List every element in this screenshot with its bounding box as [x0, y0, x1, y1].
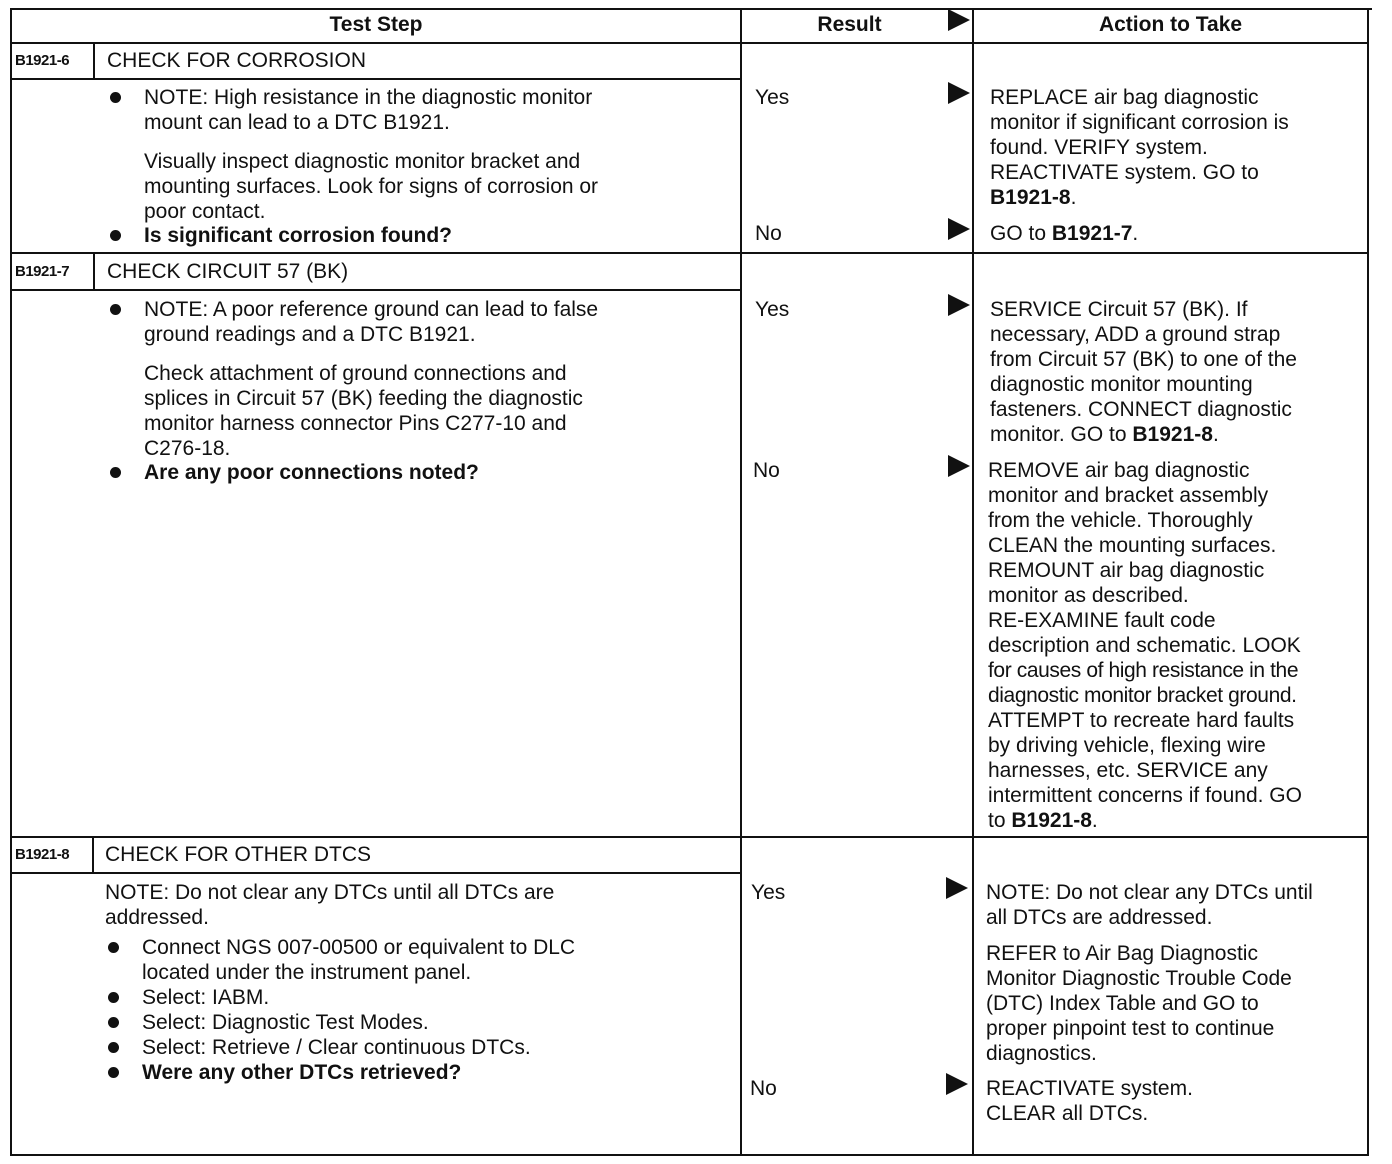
result-yes: Yes	[755, 298, 790, 321]
step-text: ground readings and a DTC B1921.	[144, 323, 476, 346]
action-text: RE-EXAMINE fault code	[988, 609, 1216, 632]
action-text: NOTE: Do not clear any DTCs until	[986, 881, 1313, 904]
action-text: (DTC) Index Table and GO to	[986, 992, 1259, 1015]
table-border-right	[1367, 8, 1369, 1156]
step-text: addressed.	[105, 906, 209, 929]
header-divider	[10, 42, 1369, 44]
step-text: mount can lead to a DTC B1921.	[144, 111, 450, 134]
action-text: CLEAR all DTCs.	[986, 1102, 1149, 1125]
step1-id-divider	[93, 44, 95, 80]
action-text: fasteners. CONNECT diagnostic	[990, 398, 1292, 421]
step-text: Check attachment of ground connections and	[144, 362, 567, 385]
action-text: diagnostics.	[986, 1042, 1097, 1065]
bullet-icon	[110, 230, 121, 241]
result-yes: Yes	[755, 86, 790, 109]
step-question: Were any other DTCs retrieved?	[142, 1061, 462, 1084]
step-text: monitor harness connector Pins C277-10 and	[144, 412, 567, 435]
step-text: mounting surfaces. Look for signs of corrosion or	[144, 175, 599, 198]
action-text: Monitor Diagnostic Trouble Code	[986, 967, 1292, 990]
step-question: Are any poor connections noted?	[144, 461, 479, 484]
step-text: Select: Diagnostic Test Modes.	[142, 1011, 429, 1034]
goto-suffix: .	[1070, 186, 1077, 209]
action-text: found. VERIFY system.	[990, 136, 1208, 159]
bullet-icon	[108, 992, 119, 1003]
header-action: Action to Take	[1098, 13, 1243, 36]
action-goto	[990, 221, 1138, 246]
bullet-icon	[110, 467, 121, 478]
action-text: from Circuit 57 (BK) to one of the	[990, 348, 1297, 371]
result-no: No	[750, 1077, 777, 1100]
action-text: by driving vehicle, flexing wire	[988, 734, 1266, 757]
action-goto	[990, 422, 1219, 447]
arrow-right-icon	[948, 218, 970, 240]
action-text: SERVICE Circuit 57 (BK). If	[990, 298, 1248, 321]
goto-step-link: B1921-8	[1132, 423, 1213, 446]
step-title: CHECK CIRCUIT 57 (BK)	[107, 260, 349, 283]
arrow-right-icon	[948, 82, 970, 104]
table-border-top	[10, 8, 1372, 10]
step-text: Visually inspect diagnostic monitor bracket and	[144, 150, 581, 173]
goto-prefix: to	[988, 809, 1012, 832]
action-text: REMOVE air bag diagnostic	[988, 459, 1250, 482]
goto-step-link: B1921-8	[1011, 809, 1092, 832]
header-result: Result	[817, 13, 882, 36]
step-question: Is significant corrosion found?	[144, 224, 453, 247]
action-text: intermittent concerns if found. GO	[988, 784, 1302, 807]
action-text: CLEAN the mounting surfaces.	[988, 534, 1277, 557]
action-text: harnesses, etc. SERVICE any	[988, 759, 1268, 782]
header-result-arrow-icon	[948, 9, 970, 31]
bullet-icon	[108, 1067, 119, 1078]
header-test-step: Test Step	[329, 13, 423, 36]
step-text: splices in Circuit 57 (BK) feeding the diagnostic	[144, 387, 583, 410]
arrow-right-icon	[946, 877, 968, 899]
step2-title-underline	[10, 289, 740, 291]
action-text: REACTIVATE system. GO to	[990, 161, 1259, 184]
goto-step-link: B1921-8	[990, 186, 1071, 209]
step-text: located under the instrument panel.	[142, 961, 472, 984]
arrow-right-icon	[948, 294, 970, 316]
bullet-icon	[110, 92, 121, 103]
column-divider-result	[740, 8, 742, 1156]
bullet-icon	[108, 942, 119, 953]
action-text: REACTIVATE system.	[986, 1077, 1193, 1100]
step-id: B1921-8	[15, 846, 70, 863]
action-goto	[990, 185, 1076, 210]
goto-prefix: monitor. GO to	[990, 423, 1133, 446]
row-divider-2	[10, 836, 1369, 838]
action-text: ATTEMPT to recreate hard faults	[988, 709, 1295, 732]
step-title: CHECK FOR OTHER DTCS	[105, 843, 372, 866]
result-no: No	[755, 222, 782, 245]
step-text: NOTE: Do not clear any DTCs until all DTCs are	[105, 881, 555, 904]
action-text: REPLACE air bag diagnostic	[990, 86, 1259, 109]
action-text: REFER to Air Bag Diagnostic	[986, 942, 1258, 965]
step-text: Connect NGS 007-00500 or equivalent to DLC	[142, 936, 576, 959]
step-text: NOTE: High resistance in the diagnostic monitor	[144, 86, 593, 109]
arrow-right-icon	[946, 1073, 968, 1095]
step3-id-divider	[92, 838, 94, 874]
action-text: necessary, ADD a ground strap	[990, 323, 1281, 346]
action-text: monitor as described.	[988, 584, 1189, 607]
goto-suffix: .	[1091, 809, 1098, 832]
action-text: REMOUNT air bag diagnostic	[988, 559, 1265, 582]
table-border-bottom	[10, 1154, 1369, 1156]
column-divider-action	[972, 8, 974, 1156]
arrow-right-icon	[948, 455, 970, 477]
bullet-icon	[110, 304, 121, 315]
action-text: description and schematic. LOOK	[988, 634, 1301, 657]
result-yes: Yes	[751, 881, 786, 904]
bullet-icon	[108, 1042, 119, 1053]
step-text: NOTE: A poor reference ground can lead to false	[144, 298, 599, 321]
step-text: C276-18.	[144, 437, 231, 460]
action-goto	[988, 808, 1098, 833]
row-divider-1	[10, 252, 1369, 254]
step-text: Select: IABM.	[142, 986, 270, 1009]
action-text: all DTCs are addressed.	[986, 906, 1213, 929]
step3-title-underline	[10, 872, 740, 874]
step-text: poor contact.	[144, 200, 266, 223]
action-text: for causes of high resistance in the	[988, 659, 1299, 682]
goto-step-link: B1921-7	[1051, 222, 1133, 245]
action-text: monitor if significant corrosion is	[990, 111, 1289, 134]
action-text: diagnostic monitor mounting	[990, 373, 1253, 396]
action-text: from the vehicle. Thoroughly	[988, 509, 1253, 532]
table-border-left	[10, 8, 12, 1156]
step1-title-underline	[10, 78, 740, 80]
bullet-icon	[108, 1017, 119, 1028]
step-id: B1921-6	[15, 52, 70, 69]
step-text: Select: Retrieve / Clear continuous DTCs.	[142, 1036, 531, 1059]
action-text: monitor and bracket assembly	[988, 484, 1269, 507]
step-id: B1921-7	[15, 263, 70, 280]
goto-suffix: .	[1132, 222, 1139, 245]
step-title: CHECK FOR CORROSION	[107, 49, 367, 72]
result-no: No	[753, 459, 780, 482]
goto-suffix: .	[1212, 423, 1219, 446]
action-text: proper pinpoint test to continue	[986, 1017, 1275, 1040]
step2-id-divider	[93, 254, 95, 291]
goto-prefix: GO to	[990, 222, 1052, 245]
action-text: diagnostic monitor bracket ground.	[988, 684, 1297, 707]
